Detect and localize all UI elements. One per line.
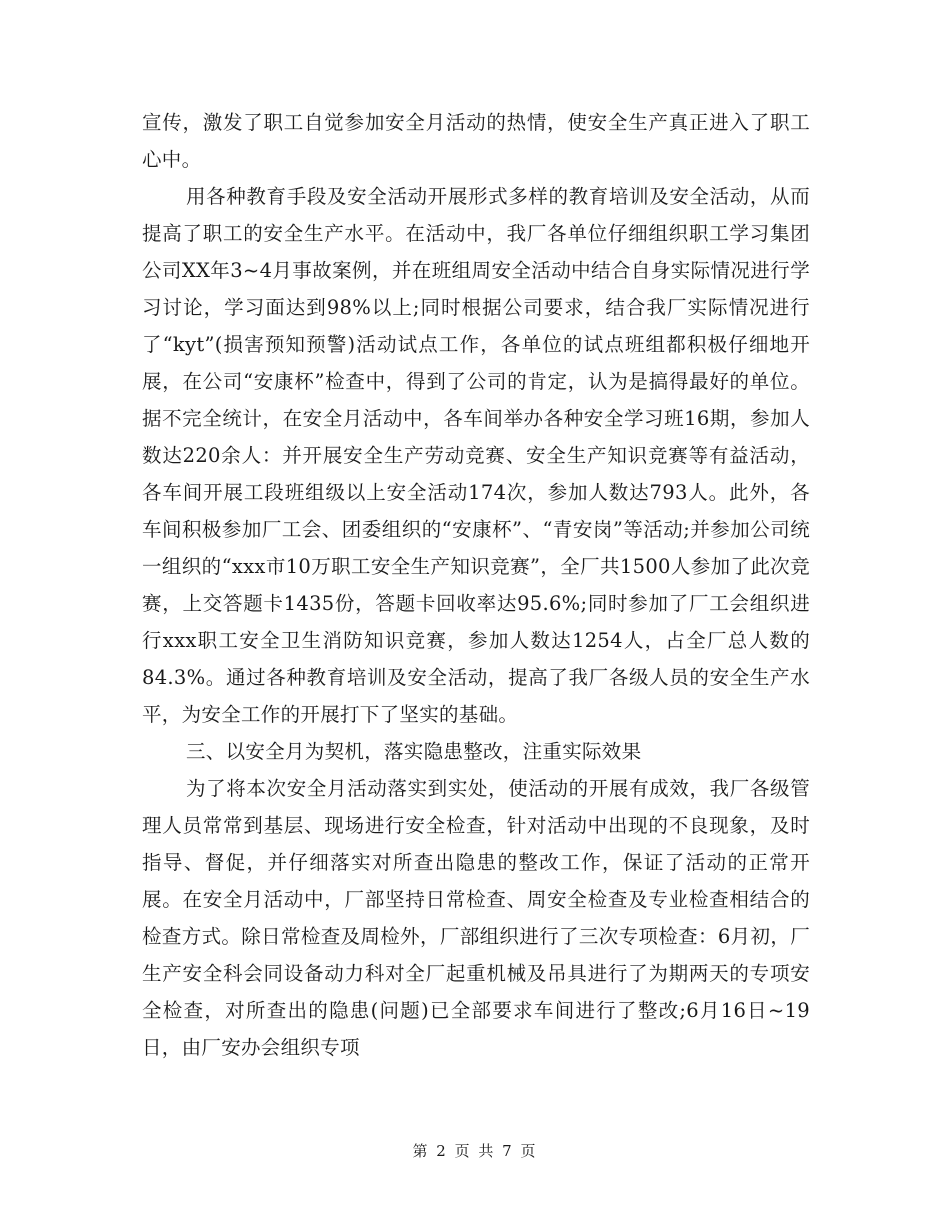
paragraph-continuation: 宣传，激发了职工自觉参加安全月活动的热情，使安全生产真正进入了职工心中。 — [142, 111, 810, 171]
section-heading-hazard-rectification: 三、以安全月为契机，落实隐患整改，注重实际效果 — [186, 740, 642, 763]
document-body — [142, 104, 810, 1066]
paragraph-education-training: 用各种教育手段及安全活动开展形式多样的教育培训及安全活动，从而提高了职工的安全生产水平。在活动中，我厂各单位仔细组织职工学习集团公司XX年3~4月事故案例，并在班组周安全活动中结合自身实际情况进行学习讨论，学习面达到98%以上;同时根据公司要求，结合我厂实际情况进行了“kyt”(损害预知预警)活动试点工作，各单位的试点班组都积极仔细地开展，在公司“安康杯”检查中，得到了公司的肯定，认为是搞得最好的单位。据不完全统计，在安全月活动中，各车间举办各种安全学习班16期，参加人数达220余人：并开展安全生产劳动竞赛、安全生产知识竞赛等有益活动，各车间开展工段班组级以上安全活动174次，参加人数达793人。此外，各车间积极参加厂工会、团委组织的“安康杯”、“青安岗”等活动;并参加公司统一组织的“xxx市10万职工安全生产知识竞赛”，全厂共1500人参加了此次竞赛，上交答题卡1435份，答题卡回收率达95.6%;同时参加了厂工会组织进行xxx职工安全卫生消防知识竞赛，参加人数达1254人，占全厂总人数的84.3%。通过各种教育培训及安全活动，提高了我厂各级人员的安全生产水平，为安全工作的开展打下了坚实的基础。 — [142, 185, 810, 726]
page-number-footer: 第 2 页 共 7 页 — [412, 1142, 538, 1160]
paragraph-safety-inspection: 为了将本次安全月活动落实到实处，使活动的开展有成效，我厂各级管理人员常常到基层、现场进行安全检查，针对活动中出现的不良现象，及时指导、督促，并仔细落实对所查出隐患的整改工作，保证了活动的正常开展。在安全月活动中，厂部坚持日常检查、周安全检查及专业检查相结合的检查方式。除日常检查及周检外，厂部组织进行了三次专项检查：6月初，厂生产安全科会同设备动力科对全厂起重机械及吊具进行了为期两天的专项安全检查，对所查出的隐患(问题)已全部要求车间进行了整改;6月16日~19日，由厂安办会组织专项 — [142, 777, 810, 1059]
